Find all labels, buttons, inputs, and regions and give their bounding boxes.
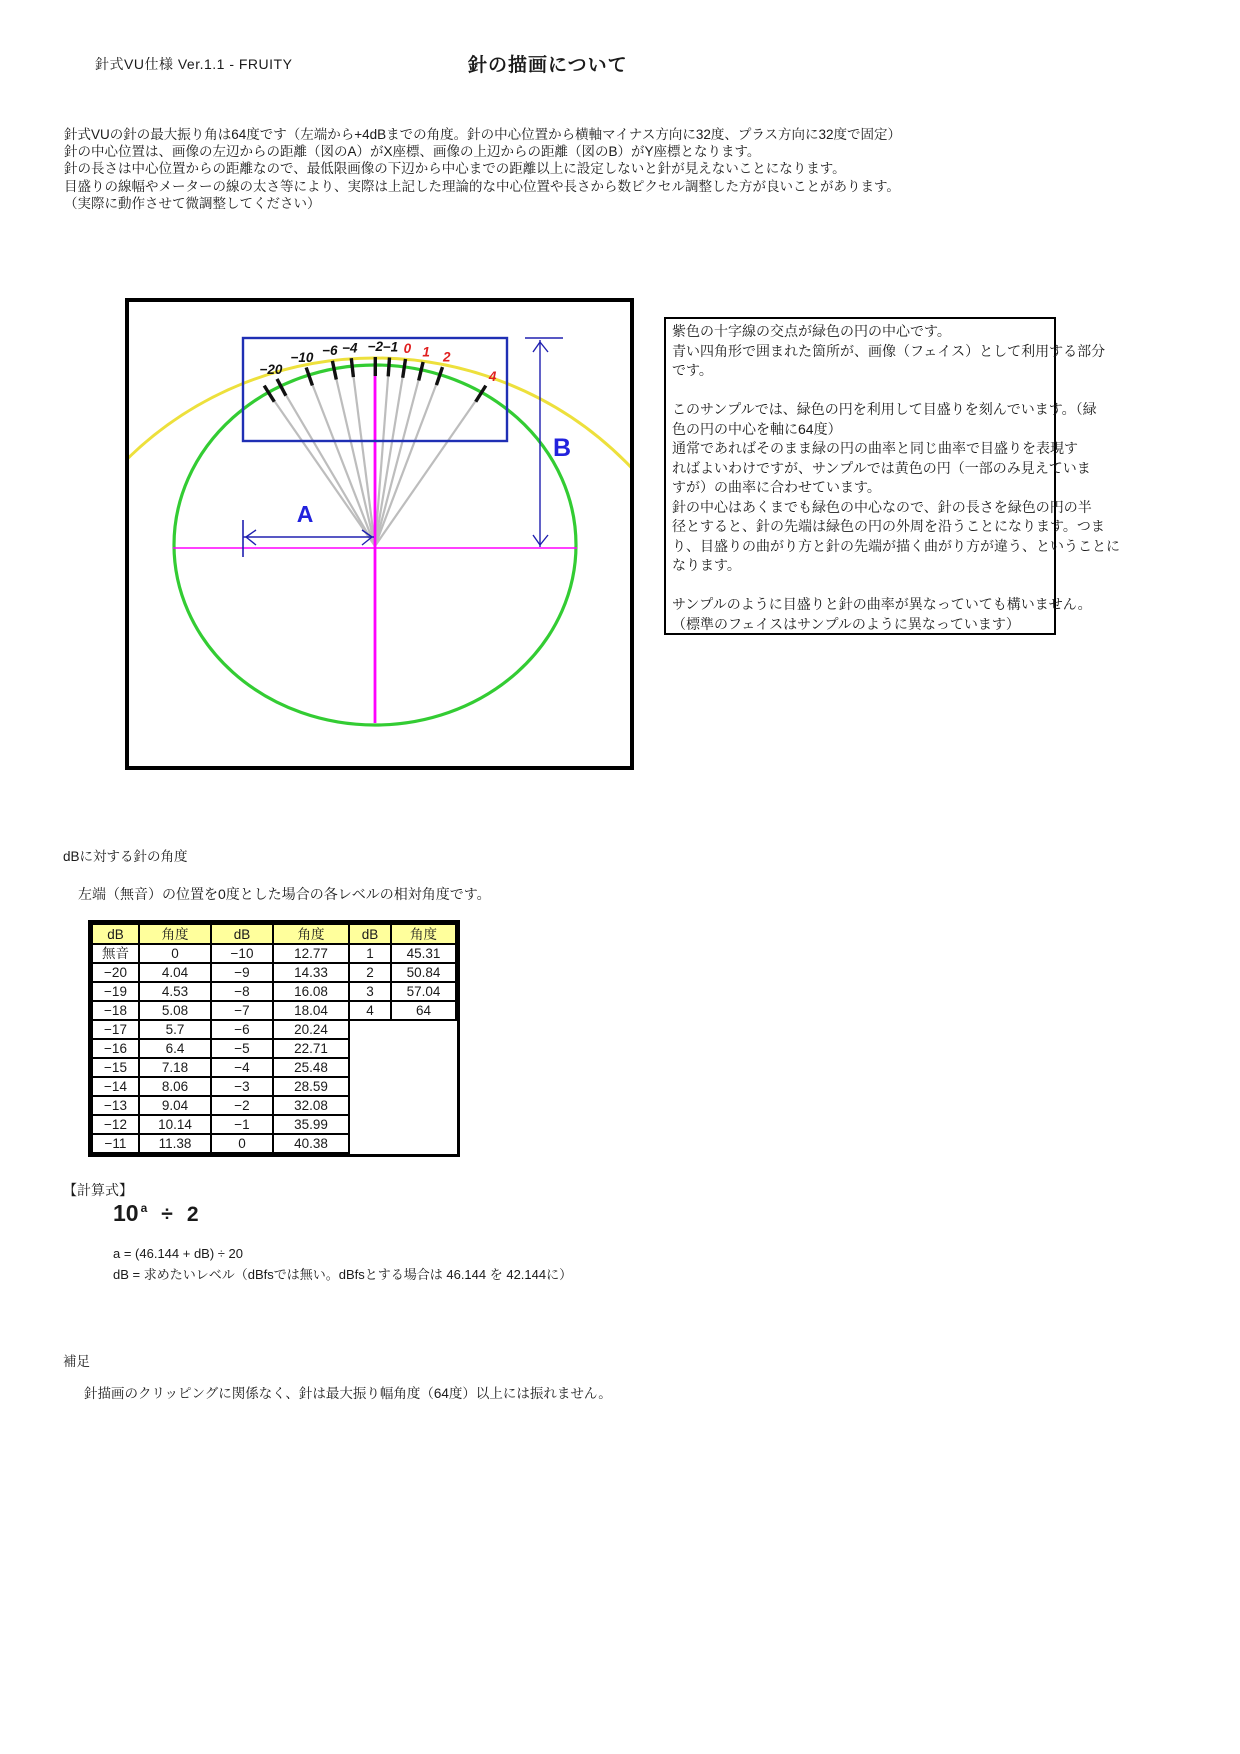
table-cell: 28.59 — [273, 1077, 349, 1096]
table-cell — [349, 1020, 391, 1039]
text-line: （実際に動作させて微調整してください） — [64, 195, 321, 211]
meter-diagram — [125, 298, 634, 770]
formula-base: 10 — [113, 1200, 139, 1226]
ticks-group — [259, 339, 496, 402]
needle-line — [281, 387, 375, 546]
intro-paragraph — [64, 126, 901, 212]
table-cell: −8 — [211, 982, 273, 1001]
table-cell: 10.14 — [139, 1115, 211, 1134]
table-cell: −13 — [92, 1096, 139, 1115]
table-cell: −17 — [92, 1020, 139, 1039]
table-cell: 45.31 — [391, 944, 456, 963]
table-cell: −12 — [92, 1115, 139, 1134]
text-line: 紫色の十字線の交点が緑色の円の中心です。 — [672, 323, 951, 339]
table-cell: −18 — [92, 1001, 139, 1020]
text-line: なります。 — [672, 557, 741, 573]
scale-tick — [403, 359, 406, 378]
table-cell: −14 — [92, 1077, 139, 1096]
table-cell: 64 — [391, 1001, 456, 1020]
text-line: サンプルのように目盛りと針の曲率が異なっていても構いません。 — [672, 596, 1092, 612]
table-cell: −19 — [92, 982, 139, 1001]
table-cell: 8.06 — [139, 1077, 211, 1096]
table-row — [92, 1001, 456, 1020]
table-cell: 18.04 — [273, 1001, 349, 1020]
text-line: すが）の曲率に合わせています。 — [672, 479, 881, 495]
table-header-cell: 角度 — [391, 924, 456, 944]
formula-heading: 【計算式】 — [63, 1182, 133, 1198]
table-cell: 0 — [211, 1134, 273, 1153]
text-line: 目盛りの線幅やメーターの線の太さ等により、実際は上記した理論的な中心位置や長さから数ピクセル調整した方が良いことがあります。 — [64, 178, 900, 194]
table-cell — [391, 1077, 456, 1096]
table-cell — [391, 1058, 456, 1077]
table-cell: 40.38 — [273, 1134, 349, 1153]
text-line: り、目盛りの曲がり方と針の先端が描く曲がり方が違う、ということに — [672, 537, 1120, 554]
table-cell: 無音 — [92, 944, 139, 963]
table-cell: 4.04 — [139, 963, 211, 982]
table-cell — [391, 1115, 456, 1134]
table-cell: 6.4 — [139, 1039, 211, 1058]
table-cell: 25.48 — [273, 1058, 349, 1077]
scale-label: −6 — [322, 343, 338, 359]
scale-tick — [351, 358, 353, 377]
text-line: 針の中心はあくまでも緑色の中心なので、針の長さを緑色の円の半 — [672, 498, 1092, 515]
table-row — [92, 1039, 456, 1058]
scale-label: 4 — [488, 369, 497, 385]
table-cell: −5 — [211, 1039, 273, 1058]
dim-b-label: B — [552, 434, 572, 462]
yellow-circle — [125, 358, 634, 770]
table-cell: −2 — [211, 1096, 273, 1115]
table-cell: −10 — [211, 944, 273, 963]
table-cell — [349, 1096, 391, 1115]
scale-label: −10 — [290, 350, 314, 365]
table-cell: 20.24 — [273, 1020, 349, 1039]
table-cell — [391, 1096, 456, 1115]
table-cell — [391, 1020, 456, 1039]
table-row — [92, 963, 456, 982]
table-cell: 0 — [139, 944, 211, 963]
scale-label: 1 — [422, 344, 430, 360]
table-cell: −16 — [92, 1039, 139, 1058]
table-row — [92, 944, 456, 963]
table-cell: 12.77 — [273, 944, 349, 963]
needle-line — [375, 393, 481, 546]
table-row — [92, 1134, 456, 1153]
needle-line — [375, 376, 440, 546]
supplement-text: 針描画のクリッピングに関係なく、針は最大振り幅角度（64度）以上には振れません。 — [84, 1386, 612, 1401]
scale-label: −2 — [367, 339, 384, 354]
table-cell: 5.08 — [139, 1001, 211, 1020]
table-row — [92, 1058, 456, 1077]
text-line: （標準のフェイスはサンプルのように異なっています） — [672, 615, 1020, 632]
table-row — [92, 1096, 456, 1115]
table-cell: 35.99 — [273, 1115, 349, 1134]
table-cell: 4.53 — [139, 982, 211, 1001]
supplement-heading: 補足 — [63, 1354, 90, 1369]
table-row — [92, 1077, 456, 1096]
angle-section-subtitle: 左端（無音）の位置を0度とした場合の各レベルの相対角度です。 — [78, 886, 491, 902]
text-line: このサンプルでは、緑色の円を利用して目盛りを刻んでいます。（緑 — [672, 401, 1097, 417]
table-row — [92, 1020, 456, 1039]
table-header-cell: 角度 — [139, 924, 211, 944]
table-cell: 4 — [349, 1001, 391, 1020]
table-cell: 9.04 — [139, 1096, 211, 1115]
side-note-box — [664, 317, 1120, 635]
formula-exponent: a — [140, 1201, 148, 1215]
scale-tick — [419, 362, 423, 381]
table-cell — [349, 1077, 391, 1096]
angle-table-body — [92, 924, 456, 1153]
table-cell: 57.04 — [391, 982, 456, 1001]
formula-expression — [113, 1200, 199, 1227]
table-header-cell: 角度 — [273, 924, 349, 944]
scale-tick — [388, 358, 389, 377]
table-cell — [391, 1134, 456, 1153]
formula-divisor: 2 — [186, 1203, 199, 1226]
table-cell: 3 — [349, 982, 391, 1001]
table-cell — [349, 1058, 391, 1077]
table-cell: −11 — [92, 1134, 139, 1153]
angle-section-heading: dBに対する針の角度 — [63, 849, 188, 864]
text-line — [672, 576, 1048, 596]
text-line: 針の長さは中心位置からの距離なので、最低限画像の下辺から中心までの距離以上に設定しないと針が見えないことになります。 — [64, 161, 846, 177]
table-header-cell: dB — [349, 924, 391, 944]
text-line: です。 — [672, 362, 713, 378]
dim-a-label: A — [296, 501, 314, 527]
table-row — [92, 1115, 456, 1134]
scale-label: −4 — [342, 340, 358, 356]
table-cell: −6 — [211, 1020, 273, 1039]
text-line: ればよいわけですが、サンプルでは黄色の円（一部のみ見えていま — [672, 459, 1091, 476]
table-cell: 2 — [349, 963, 391, 982]
scale-label: −20 — [259, 362, 283, 378]
table-header-row — [92, 924, 456, 944]
table-cell: −7 — [211, 1001, 273, 1020]
table-cell — [349, 1115, 391, 1134]
table-cell: 1 — [349, 944, 391, 963]
table-cell: 14.33 — [273, 963, 349, 982]
table-cell: −20 — [92, 963, 139, 982]
angle-table — [88, 920, 460, 1157]
text-line: 通常であればそのまま緑の円の曲率と同じ曲率で目盛りを表現す — [672, 440, 1078, 456]
text-line: 青い四角形で囲まれた箇所が、画像（フェイス）として利用する部分 — [672, 342, 1106, 359]
page-title: 針の描画について — [468, 55, 628, 76]
table-cell: 32.08 — [273, 1096, 349, 1115]
table-cell: −9 — [211, 963, 273, 982]
table-cell: −3 — [211, 1077, 273, 1096]
text-line — [672, 381, 1048, 401]
table-cell: 7.18 — [139, 1058, 211, 1077]
scale-label: 0 — [403, 341, 412, 357]
table-header-cell: dB — [211, 924, 273, 944]
table-cell: −15 — [92, 1058, 139, 1077]
scale-label: 2 — [442, 349, 451, 365]
text-line: 径とすると、針の先端は緑色の円の外周を沿うことになります。つま — [672, 518, 1105, 534]
scale-label: −1 — [382, 339, 399, 355]
table-header-cell: dB — [92, 924, 139, 944]
formula-divide-sign: ÷ — [161, 1203, 173, 1226]
table-cell: 16.08 — [273, 982, 349, 1001]
table-cell — [391, 1039, 456, 1058]
table-cell: 5.7 — [139, 1020, 211, 1039]
table-cell: −1 — [211, 1115, 273, 1134]
spec-label: 針式VU仕様 Ver.1.1 - FRUITY — [95, 56, 293, 72]
table-cell — [349, 1039, 391, 1058]
table-cell — [349, 1134, 391, 1153]
table-cell: 22.71 — [273, 1039, 349, 1058]
text-line: 色の円の中心を軸に64度） — [672, 420, 842, 437]
needle-line — [375, 368, 404, 546]
scale-tick — [332, 361, 336, 380]
table-cell: 11.38 — [139, 1134, 211, 1153]
formula-line-db: dB = 求めたいレベル（dBfsでは無い。dBfsとする場合は 46.144 を 42.144に） — [113, 1267, 573, 1282]
table-cell: 50.84 — [391, 963, 456, 982]
formula-line-a: a = (46.144 + dB) ÷ 20 — [113, 1246, 243, 1261]
text-line: 針の中心位置は、画像の左辺からの距離（図のA）がX座標、画像の上辺からの距離（図のB）がY座標となります。 — [64, 144, 761, 160]
table-row — [92, 982, 456, 1001]
text-line: 針式VUの針の最大振り角は64度です（左端から+4dBまでの角度。針の中心位置から横軸マイナス方向に32度、プラス方向に32度で固定） — [64, 127, 901, 142]
table-cell: −4 — [211, 1058, 273, 1077]
